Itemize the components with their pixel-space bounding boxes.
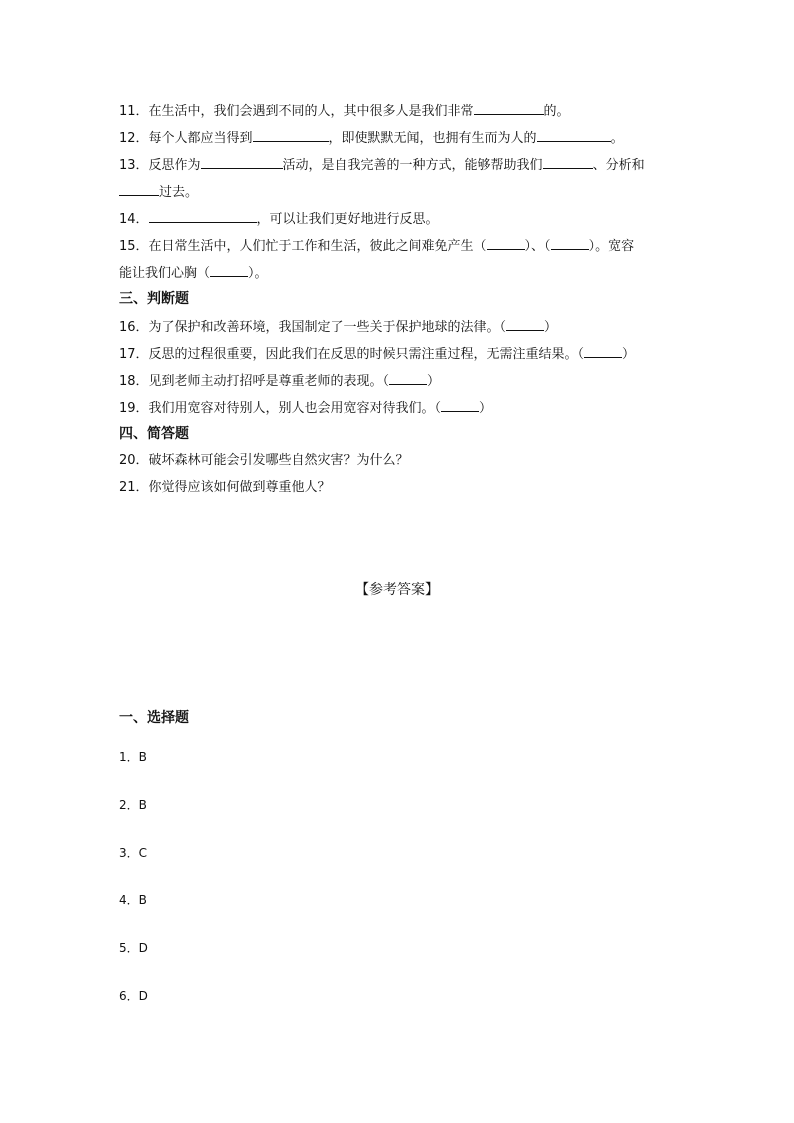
question-11 <box>119 102 570 120</box>
question-text: 、分析和 <box>592 158 645 173</box>
question-text: 12．每个人都应当得到 <box>119 131 253 146</box>
answer-item: 6．D <box>119 989 148 1003</box>
answer-blank[interactable] <box>201 156 283 169</box>
answer-blank[interactable] <box>551 237 589 250</box>
question-text: 18．见到老师主动打招呼是尊重老师的表现。（ <box>119 374 390 389</box>
answer-blank[interactable] <box>543 156 593 169</box>
answer-item: 4．B <box>119 893 147 907</box>
question-text: 活动，是自我完善的一种方式，能够帮助我们 <box>282 158 543 173</box>
question-text: ） <box>427 374 441 389</box>
answer-key-title: 【参考答案】 <box>355 582 439 598</box>
section-heading: 一、选择题 <box>119 710 189 726</box>
question-text: 的。 <box>543 104 570 119</box>
question-text: ） <box>544 320 558 335</box>
answer-item: 1．B <box>119 750 147 764</box>
question-text: ，即使默默无闻，也拥有生而为人的 <box>328 131 537 146</box>
question-text: 能让我们心胸（ <box>119 266 211 281</box>
question-text: ）。 <box>248 266 268 281</box>
answer-blank[interactable] <box>441 399 479 412</box>
answer-blank[interactable] <box>119 183 159 196</box>
question-text: 11．在生活中，我们会遇到不同的人，其中很多人是我们非常 <box>119 104 474 119</box>
section-heading: 四、简答题 <box>119 426 189 442</box>
question-text: ） <box>622 347 636 362</box>
question-text: 19．我们用宽容对待别人，别人也会用宽容对待我们。（ <box>119 401 442 416</box>
answer-item: 3．C <box>119 846 148 860</box>
question-21: 21．你觉得应该如何做到尊重他人？ <box>119 480 331 495</box>
answer-blank[interactable] <box>149 210 257 223</box>
question-20: 20．破坏森林可能会引发哪些自然灾害？为什么？ <box>119 453 409 468</box>
answer-blank[interactable] <box>210 264 248 277</box>
question-18 <box>119 372 440 390</box>
section-heading: 三、判断题 <box>119 291 189 307</box>
answer-blank[interactable] <box>537 129 611 142</box>
answer-blank[interactable] <box>487 237 525 250</box>
question-text: 13．反思作为 <box>119 158 201 173</box>
question-16 <box>119 318 557 336</box>
question-text: ，可以让我们更好地进行反思。 <box>256 212 439 227</box>
question-text: ）。宽容 <box>588 239 635 254</box>
question-text: ）、（ <box>524 239 551 254</box>
question-text: ） <box>479 401 493 416</box>
answer-blank[interactable] <box>506 318 544 331</box>
answer-blank[interactable] <box>474 102 544 115</box>
question-text: 17．反思的过程很重要，因此我们在反思的时候只需注重过程，无需注重结果。（ <box>119 347 585 362</box>
answer-blank[interactable] <box>584 345 622 358</box>
question-13 <box>119 156 645 174</box>
question-12 <box>119 129 624 147</box>
answer-item: 2．B <box>119 798 147 812</box>
question-text: 过去。 <box>159 185 199 200</box>
question-17 <box>119 345 635 363</box>
question-text: 15．在日常生活中，人们忙于工作和生活，彼此之间难免产生（ <box>119 239 487 254</box>
answer-blank[interactable] <box>389 372 427 385</box>
question-15-cont <box>119 264 268 282</box>
question-text: 16．为了保护和改善环境，我国制定了一些关于保护地球的法律。（ <box>119 320 507 335</box>
question-13-cont <box>119 183 198 201</box>
question-14 <box>119 210 439 228</box>
question-text: 。 <box>610 131 624 146</box>
question-15 <box>119 237 634 255</box>
question-19 <box>119 399 492 417</box>
answer-item: 5．D <box>119 941 148 955</box>
answer-blank[interactable] <box>253 129 329 142</box>
question-text: 14． <box>119 212 149 227</box>
